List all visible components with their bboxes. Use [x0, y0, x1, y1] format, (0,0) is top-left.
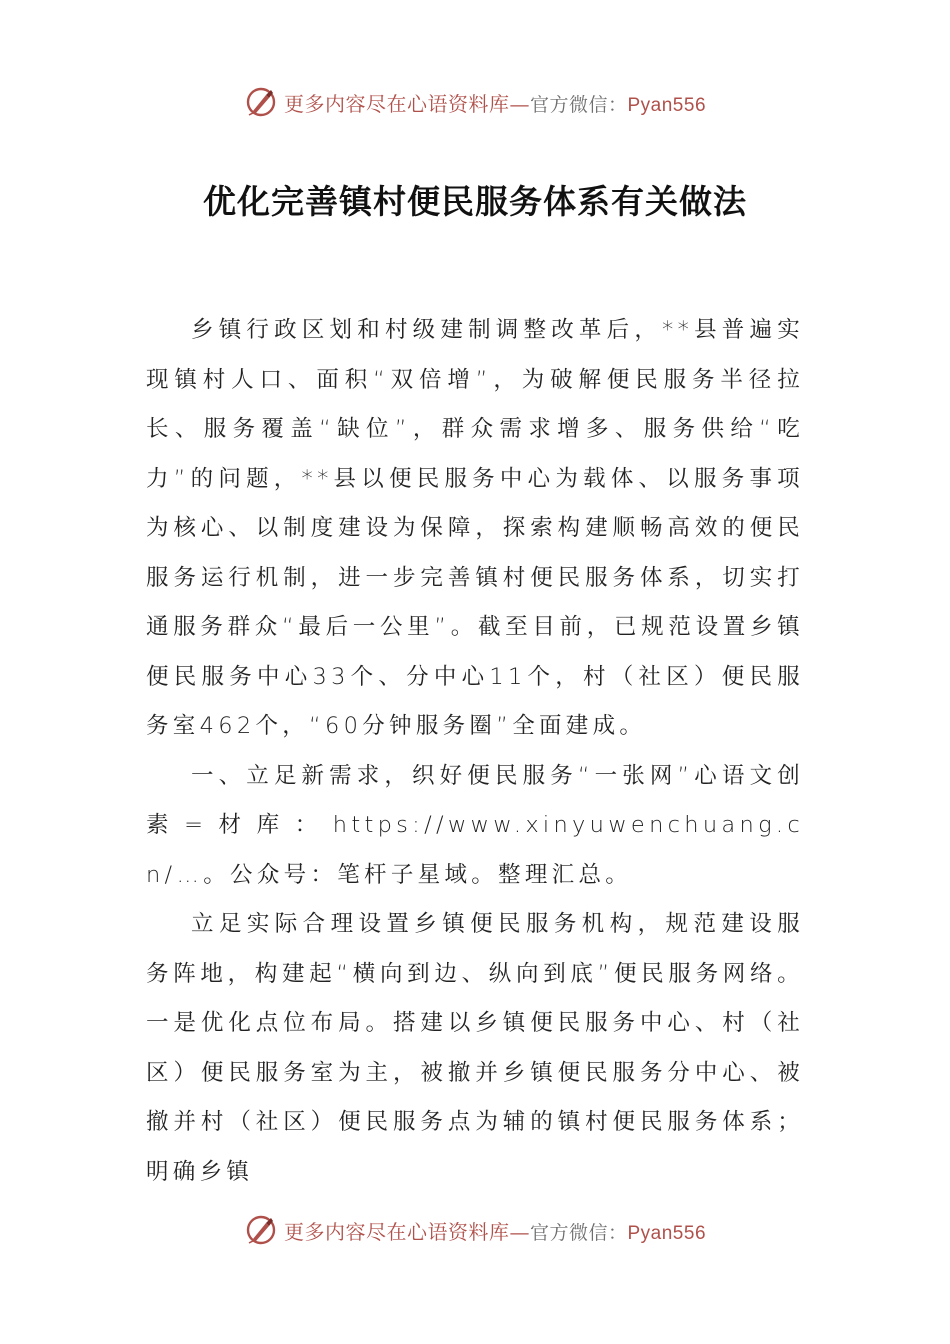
watermark-wechat-label: 官方微信： — [529, 93, 628, 116]
pen-logo-icon — [244, 85, 278, 119]
watermark-main-text: 更多内容尽在心语资料库 — [283, 91, 510, 116]
paragraph: 乡镇行政区划和村级建制调整改革后，**县普遍实现镇村人口、面积“双倍增”，为破解便民服务半径拉长、服务覆盖“缺位”，群众需求增多、服务供给“吃力”的问题，**县以便民服务中心为载体、以服务事项为核心、以制度建设为保障，探索构建顺畅高效的便民服务运行机制，进一步完善镇村便民服务体系，切实打通服务群众“最后一公里”。截至目前，已规范设置乡镇便民服务中心33个、分中心11个，村（社区）便民服务室462个，“60分钟服务圈”全面建成。 — [146, 317, 804, 739]
paragraph: 立足实际合理设置乡镇便民服务机构，规范建设服务阵地，构建起“横向到边、纵向到底”便民服务网络。一是优化点位布局。搭建以乡镇便民服务中心、村（社区）便民服务室为主，被撤并乡镇便民服务分中心、被撤并村（社区）便民服务点为辅的镇村便民服务体系；明确乡镇 — [146, 911, 804, 1185]
paragraph: 一、立足新需求，织好便民服务“一张网”心语文创素=材库：https://www.xinyuwenchuang.cn/…。公众号：笔杆子星域。整理汇总。 — [146, 762, 804, 888]
watermark-wechat-id: Pyan556 — [627, 1222, 707, 1244]
pen-logo-icon — [244, 1213, 278, 1247]
watermark-separator: — — [509, 91, 530, 116]
document-title: 优化完善镇村便民服务体系有关做法 — [203, 182, 747, 221]
document-body — [146, 306, 804, 1197]
header-watermark — [0, 82, 950, 122]
watermark-wechat-label: 官方微信： — [529, 1221, 628, 1244]
watermark-main-text: 更多内容尽在心语资料库 — [283, 1219, 510, 1244]
footer-watermark — [0, 1210, 950, 1250]
watermark-wechat-id: Pyan556 — [627, 94, 707, 116]
watermark-separator: — — [509, 1219, 530, 1244]
